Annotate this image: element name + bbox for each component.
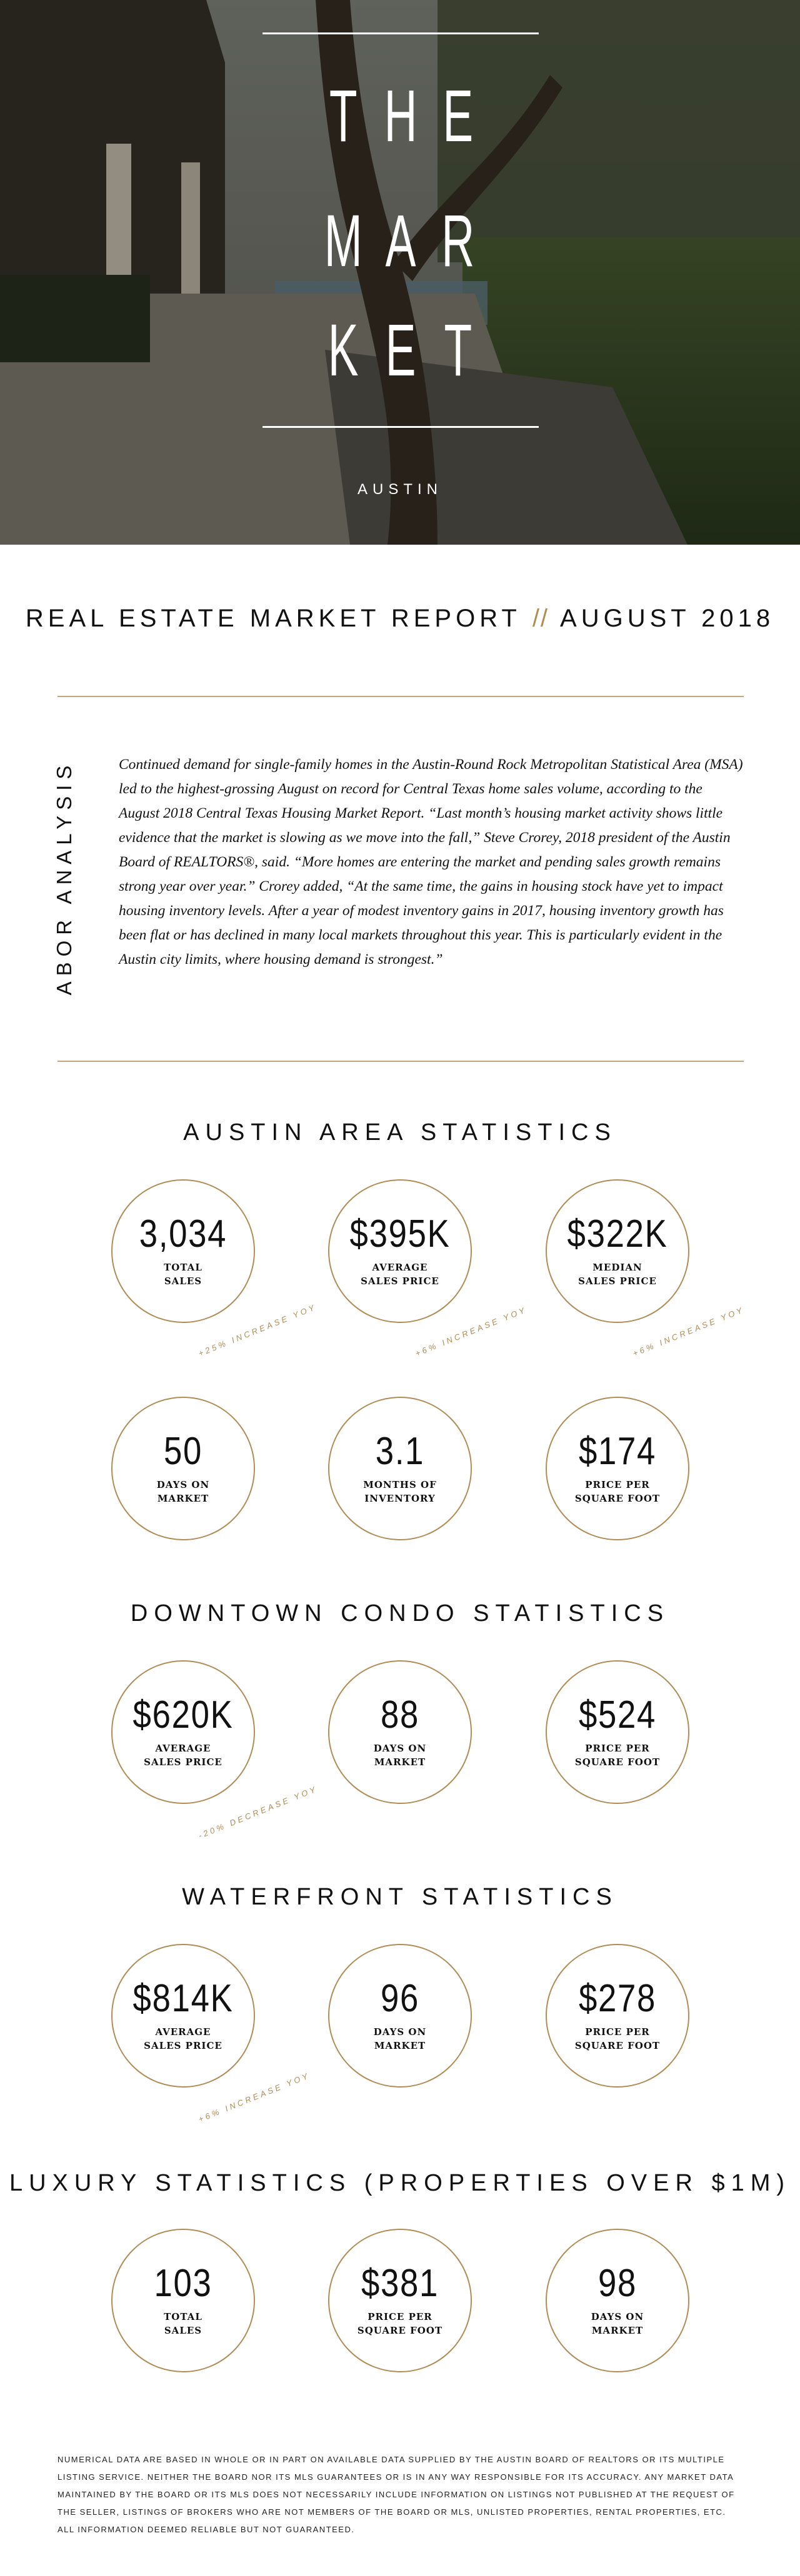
stat-value: $524	[578, 1693, 657, 1736]
stat-condo-days-on-market	[328, 1660, 472, 1804]
hero-letter: H	[384, 75, 418, 157]
stat-label: DAYS ON MARKET	[373, 2026, 427, 2051]
stat-value: 103	[154, 2262, 212, 2305]
stat-note: -20% DECREASE YOY	[197, 1784, 319, 1841]
stat-label: AVERAGE SALES PRICE	[144, 1743, 222, 1768]
hero-banner	[0, 0, 800, 545]
stat-waterfront-days-on-market	[328, 1944, 472, 2088]
stat-label: PRICE PER SQUARE FOOT	[574, 1479, 661, 1504]
stat-label: PRICE PER SQUARE FOOT	[574, 2026, 661, 2051]
stat-value: 3,034	[139, 1212, 228, 1256]
stat-waterfront-average-sales-price	[111, 1944, 255, 2088]
stat-label: TOTAL SALES	[164, 1262, 202, 1287]
stat-value: 96	[380, 1977, 420, 2020]
stat-label: AVERAGE SALES PRICE	[361, 1262, 439, 1287]
section-title-waterfront: WATERFRONT STATISTICS	[182, 1884, 618, 1910]
stat-luxury-price-per-square-foot	[328, 2229, 472, 2372]
report-title-left: REAL ESTATE MARKET REPORT	[25, 605, 521, 632]
divider-bottom	[58, 1061, 744, 1062]
stat-value: 3.1	[375, 1430, 425, 1473]
disclaimer: NUMERICAL DATA ARE BASED IN WHOLE OR IN PART ON AVAILABLE DATA SUPPLIED BY THE AUSTIN BOARD OF REALTORS OR ITS MULTIPLE LISTING SERVICE. NEITHER THE BOARD NOR ITS MLS GUARANTEES OR IS IN ANY WAY RESPONSIBLE FOR ITS ACCURACY. ANY MARKET DATA MAINTAINED BY THE BOARD OR ITS MLS DOES NOT NECESSARILY INCLUDE INFORMATION ON LISTINGS NOT PUBLISHED AT THE REQUEST OF THE SELLER, LISTINGS OF BROKERS WHO ARE NOT MEMBERS OF THE BOARD OR MLS, UNLISTED PROPERTIES, RENTAL PROPERTIES, ETC. ALL INFORMATION DEEMED RELIABLE BUT NOT GUARANTEED.	[58, 2455, 735, 2534]
section-title-austin-area: AUSTIN AREA STATISTICS	[183, 1119, 617, 1146]
hero-letter: A	[385, 200, 416, 282]
stat-value: $395K	[349, 1212, 451, 1256]
stat-value: 50	[163, 1430, 203, 1473]
stat-value: $620K	[132, 1693, 234, 1736]
stat-value: 88	[380, 1693, 420, 1736]
stat-label: DAYS ON MARKET	[156, 1479, 210, 1504]
stat-label: MONTHS OF INVENTORY	[363, 1479, 437, 1504]
hero-letter: T	[444, 309, 472, 392]
section-title-luxury: LUXURY STATISTICS (PROPERTIES OVER $1M)	[9, 2170, 791, 2196]
stat-value: $814K	[132, 1977, 234, 2020]
stat-label: PRICE PER SQUARE FOOT	[357, 2311, 443, 2336]
hero-letter: E	[442, 75, 474, 157]
stat-value: $381	[361, 2262, 439, 2305]
stat-note: +6% INCREASE YOY	[414, 1304, 529, 1359]
report-title-date: AUGUST 2018	[560, 605, 775, 632]
hero-letter: M	[324, 200, 362, 282]
analysis-body: Continued demand for single-family homes in the Austin-Round Rock Metropolitan Statistical Area (MSA) led to the highest-grossing August on record for Central Texas home sales volume, according to the August 2018 Central Texas Housing Market Report. “Last month’s housing market activity shows little evidence that the market is slowing as we move into the fall,” Steve Crorey, 2018 president of the Austin Board of REALTORS®, said. “More homes are entering the market and pending sales growth remains strong year over year.” Crorey added, “At the same time, the gains in housing stock have yet to impact housing inventory levels. After a year of modest inventory gains in 2017, housing inventory growth has been flat or has declined in many local markets throughout this year. This is particularly evident in the Austin city limits, where housing demand is strongest.”	[119, 756, 743, 968]
stat-days-on-market	[111, 1397, 255, 1540]
stat-label: DAYS ON MARKET	[591, 2311, 644, 2336]
hero-letter: T	[329, 75, 358, 157]
divider-top	[58, 696, 744, 697]
stat-note: +6% INCREASE YOY	[631, 1304, 746, 1359]
stat-median-sales-price	[546, 1179, 689, 1323]
stat-value: $322K	[567, 1212, 668, 1256]
analysis-heading: ABOR ANALYSIS	[52, 760, 76, 996]
section-title-downtown-condo: DOWNTOWN CONDO STATISTICS	[130, 1600, 670, 1627]
stat-label: MEDIAN SALES PRICE	[578, 1262, 657, 1287]
stat-label: AVERAGE SALES PRICE	[144, 2026, 222, 2051]
stat-price-per-square-foot	[546, 1397, 689, 1540]
hero-title-line-3	[315, 308, 486, 393]
stat-luxury-days-on-market	[546, 2229, 689, 2372]
hero-title-line-2	[315, 199, 486, 284]
hero-letter: R	[441, 200, 475, 282]
hero-subtitle: AUSTIN	[357, 481, 442, 498]
stat-total-sales	[111, 1179, 255, 1323]
stat-label: TOTAL SALES	[164, 2311, 202, 2336]
stat-months-of-inventory	[328, 1397, 472, 1540]
stat-note: +25% INCREASE YOY	[197, 1302, 318, 1359]
stat-condo-price-per-square-foot	[546, 1660, 689, 1804]
hero-letter: K	[328, 309, 359, 392]
stat-note: +6% INCREASE YOY	[197, 2070, 312, 2124]
stat-condo-average-sales-price	[111, 1660, 255, 1804]
report-title-separator: //	[532, 605, 549, 632]
report-title	[0, 605, 800, 633]
stat-value: $278	[578, 1977, 657, 2020]
hero-letter: E	[385, 309, 416, 392]
stat-value: 98	[598, 2262, 638, 2305]
stat-luxury-total-sales	[111, 2229, 255, 2372]
hero-bottom-rule	[262, 426, 539, 428]
stat-waterfront-price-per-square-foot	[546, 1944, 689, 2088]
hero-title-line-1	[315, 74, 486, 159]
stat-average-sales-price	[328, 1179, 472, 1323]
hero-top-rule	[262, 32, 539, 34]
stat-label: PRICE PER SQUARE FOOT	[574, 1743, 661, 1768]
stat-label: DAYS ON MARKET	[373, 1743, 427, 1768]
stat-value: $174	[578, 1430, 657, 1473]
